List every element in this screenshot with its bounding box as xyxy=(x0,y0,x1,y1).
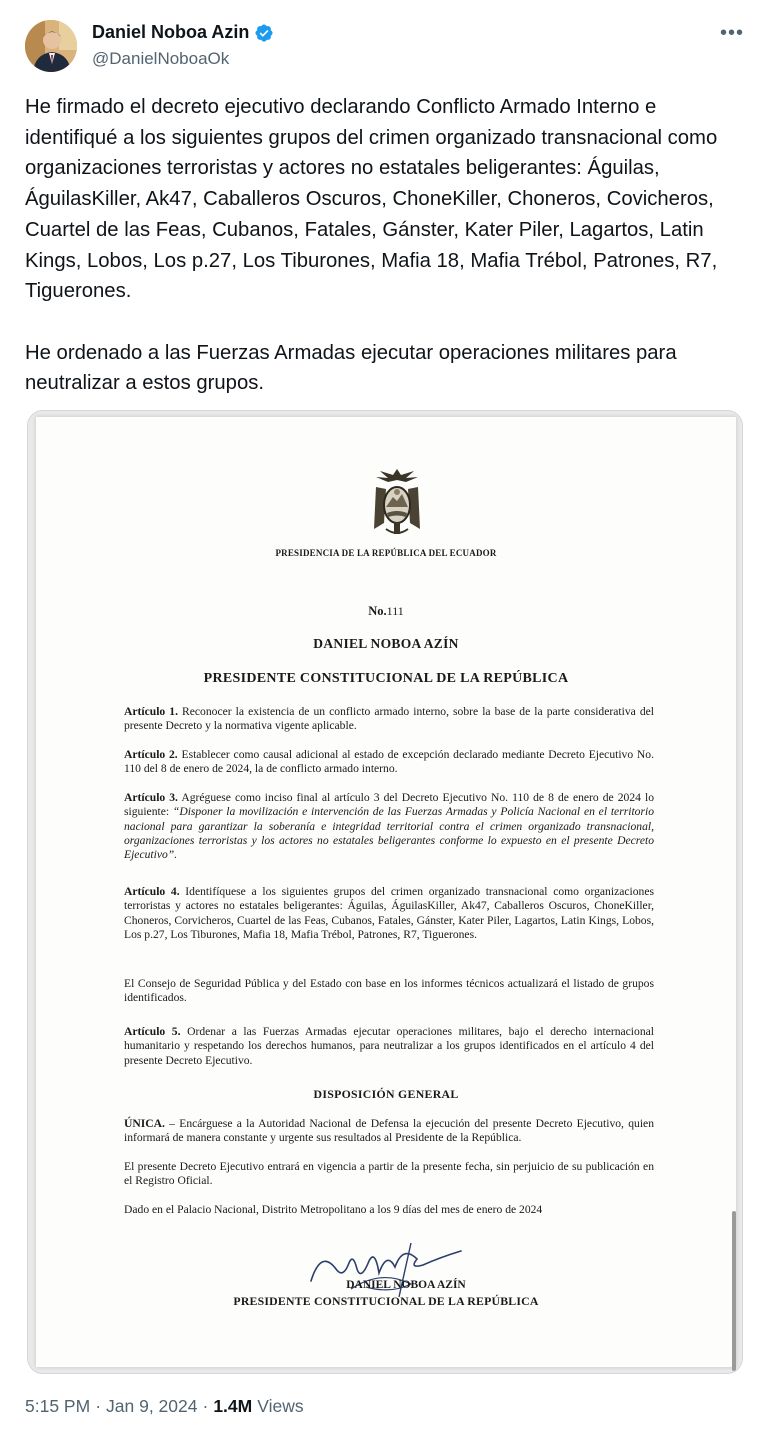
tweet-paragraph: He ordenado a las Fuerzas Armadas ejecutar operaciones militares para neutralizar a estos grupos. xyxy=(25,341,677,395)
article-1-text: Reconocer la existencia de un conflicto armado interno, sobre la base de la parte considerativa del presente Decreto y la normativa vigente aplicable. xyxy=(124,705,654,733)
meta-separator: · xyxy=(95,1396,102,1416)
tweet-timestamp-date[interactable]: Jan 9, 2024 xyxy=(106,1396,198,1416)
article-2 xyxy=(124,748,654,777)
views-count[interactable]: 1.4M xyxy=(213,1396,253,1416)
article-3 xyxy=(124,791,654,862)
article-1-label: Artículo 1. xyxy=(124,705,178,718)
document-president-name: DANIEL NOBOA AZÍN xyxy=(313,636,459,651)
article-5-label: Artículo 5. xyxy=(124,1025,181,1038)
article-4-label: Artículo 4. xyxy=(124,885,180,898)
ecuador-coat-of-arms-icon xyxy=(366,467,428,541)
document-president-title: PRESIDENTE CONSTITUCIONAL DE LA REPÚBLICA xyxy=(203,671,569,686)
article-5-text: Ordenar a las Fuerzas Armadas ejecutar operaciones militares, bajo el derecho internacional humanitario y respetando los derechos humanos, para neutralizar a los grupos identificados en el artículo 4 del presente Decreto Ejecutivo. xyxy=(124,1025,654,1067)
tweet-timestamp-time[interactable]: 5:15 PM xyxy=(25,1396,91,1416)
more-options-icon[interactable]: ••• xyxy=(719,21,744,44)
article-4 xyxy=(124,885,654,942)
unica-label: ÚNICA. xyxy=(124,1117,165,1130)
decree-document xyxy=(36,417,736,1367)
unica-text: – Encárguese a la Autoridad Nacional de Defensa la ejecución del presente Decreto Ejecutivo, quien informará de manera constante y urgente sus resultados al Presidente de la República. xyxy=(124,1117,654,1145)
tweet-media-image[interactable] xyxy=(27,410,743,1374)
views-label: Views xyxy=(257,1396,304,1416)
signature-name: DANIEL NOBOA AZÍN xyxy=(346,1279,466,1291)
article-3-text: Agréguese como inciso final al artículo 3 del Decreto Ejecutivo No. 110 de 8 de enero de 2024 lo siguiente: xyxy=(124,791,654,819)
tweet-meta xyxy=(25,1396,304,1417)
consejo-paragraph: El Consejo de Seguridad Pública y del Estado con base en los informes técnicos actualizará el listado de grupos identificados. xyxy=(124,977,654,1005)
tweet-paragraph: He firmado el decreto ejecutivo declarando Conflicto Armado Interno e identifiqué a los siguientes grupos del crimen organizado transnacional como organizaciones terroristas y actores no estatales beligerantes: Águilas, ÁguilasKiller, Ak47, Caballeros Oscuros, ChoneKiller, Choneros, Covicheros, Cuartel de las Feas, Cubanos, Fatales, Gánster, Kater Piler, Lagartos, Latin Kings, Lobos, Los p.27, Los Tiburones, Mafia 18, Mafia Trébol, Patrones, R7, Tiguerones. xyxy=(25,96,718,303)
vigencia-paragraph: El presente Decreto Ejecutivo entrará en vigencia a partir de la presente fecha, sin perjuicio de su publicación en el Registro Oficial. xyxy=(124,1160,654,1188)
decree-number-value: 111 xyxy=(386,604,404,618)
decree-number-label: No. xyxy=(368,604,387,618)
article-3-quote: “Disponer la movilización e intervención de las Fuerzas Armadas y Policía Nacional en el territorio nacional para garantizar la soberanía e integridad territorial contra el crimen organizado transnacional, organizaciones terroristas y los actores no estatales beligerantes conforme lo expuesto en el presente Decreto Ejecutivo”. xyxy=(124,805,654,862)
article-2-text: Establecer como causal adicional al estado de excepción declarado mediante Decreto Ejecutivo No. 110 del 8 de enero de 2024, la de conflicto armado interno. xyxy=(124,748,655,776)
avatar[interactable] xyxy=(25,20,77,72)
unica-paragraph xyxy=(124,1117,654,1146)
tweet-text xyxy=(25,92,745,399)
image-edge-shadow xyxy=(732,1211,736,1371)
dado-paragraph: Dado en el Palacio Nacional, Distrito Metropolitano a los 9 días del mes de enero de 2024 xyxy=(124,1203,543,1216)
author-name-row xyxy=(92,22,274,43)
disposition-title: DISPOSICIÓN GENERAL xyxy=(313,1087,459,1101)
signature-title: PRESIDENTE CONSTITUCIONAL DE LA REPÚBLICA xyxy=(233,1294,539,1308)
document-letterhead: PRESIDENCIA DE LA REPÚBLICA DEL ECUADOR xyxy=(275,548,497,558)
meta-separator: · xyxy=(202,1396,209,1416)
decree-number xyxy=(36,604,736,619)
avatar-image xyxy=(25,20,77,72)
author-handle[interactable]: @DanielNoboaOk xyxy=(92,49,230,68)
article-4-text: Identifíquese a los siguientes grupos del crimen organizado transnacional como organizaciones terroristas y actores no estatales beligerantes: Águilas, ÁguilasKiller, Ak47, Caballeros Oscuros, ChoneKiller, Choneros, Corvicheros, Cuartel de las Feas, Cubanos, Fatales, Gánster, Kater Piler, Lagartos, Latin Kings, Lobos, Los p.27, Los Tiburones, Mafia 18, Mafia Trébol, Patrones, R7, Tiguerones. xyxy=(124,885,654,941)
article-2-label: Artículo 2. xyxy=(124,748,178,761)
author-display-name[interactable]: Daniel Noboa Azin xyxy=(92,22,250,42)
article-5 xyxy=(124,1025,654,1068)
verified-badge-icon[interactable] xyxy=(254,23,274,43)
article-1 xyxy=(124,705,654,734)
article-3-label: Artículo 3. xyxy=(124,791,178,804)
